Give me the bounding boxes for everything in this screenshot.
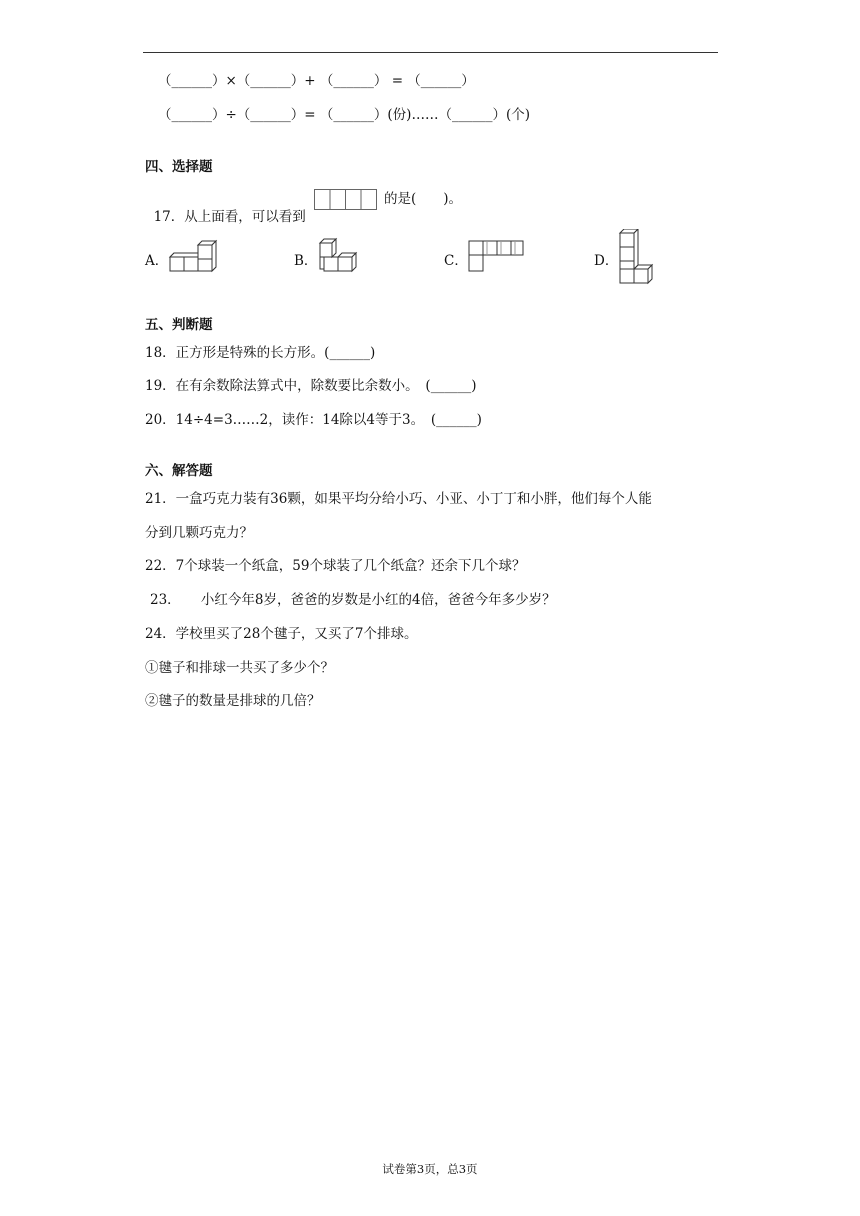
question-21-line2: 分到几颗巧克力？ xyxy=(145,525,253,541)
question-21-line1: 21．一盒巧克力装有36颗，如果平均分给小巧、小亚、小丁丁和小胖，他们每个人能 xyxy=(145,491,652,507)
fill-blank-multiplication: （______）×（______）+ （______） = （______） xyxy=(158,73,475,89)
question-18: 18．正方形是特殊的长方形。(______) xyxy=(145,345,376,361)
question-17 xyxy=(145,190,306,226)
section-heading-answer: 六、解答题 xyxy=(145,463,213,479)
question-24-part1: ①毽子和排球一共买了多少个？ xyxy=(145,660,334,676)
question-22: 22．7个球装一个纸盒，59个球装了几个纸盒？还余下几个球？ xyxy=(145,558,526,574)
question-24-part2: ②毽子的数量是排球的几倍？ xyxy=(145,693,321,709)
question-17-suffix: 的是( )。 xyxy=(384,191,463,207)
option-d-cube-figure xyxy=(618,229,654,285)
section-heading-choice: 四、选择题 xyxy=(145,159,213,175)
header-rule xyxy=(143,52,718,53)
option-a-cube-figure xyxy=(168,239,220,273)
fill-blank-division: （______）÷（______）= （______）(份)……（______）(个) xyxy=(158,107,530,123)
option-b-label[interactable]: B． xyxy=(294,253,318,269)
top-view-row-of-squares xyxy=(314,189,378,211)
option-a-label[interactable]: A． xyxy=(145,253,169,269)
option-d-label[interactable]: D． xyxy=(594,253,619,269)
question-24: 24．学校里买了28个毽子，又买了7个排球。 xyxy=(145,626,418,642)
option-c-cube-figure xyxy=(467,239,527,275)
option-b-cube-figure xyxy=(318,237,358,275)
option-c-label[interactable]: C． xyxy=(444,253,468,269)
question-19: 19．在有余数除法算式中，除数要比余数小。 (______) xyxy=(145,378,477,394)
page-footer: 试卷第3页，总3页 xyxy=(382,1162,478,1176)
question-20: 20．14÷4=3……2，读作：14除以4等于3。 (______) xyxy=(145,412,482,428)
question-23: 23． 小红今年8岁，爸爸的岁数是小红的4倍，爸爸今年多少岁？ xyxy=(150,592,556,608)
question-17-prefix: 17．从上面看，可以看到 xyxy=(153,209,306,225)
section-heading-judgement: 五、判断题 xyxy=(145,317,213,333)
